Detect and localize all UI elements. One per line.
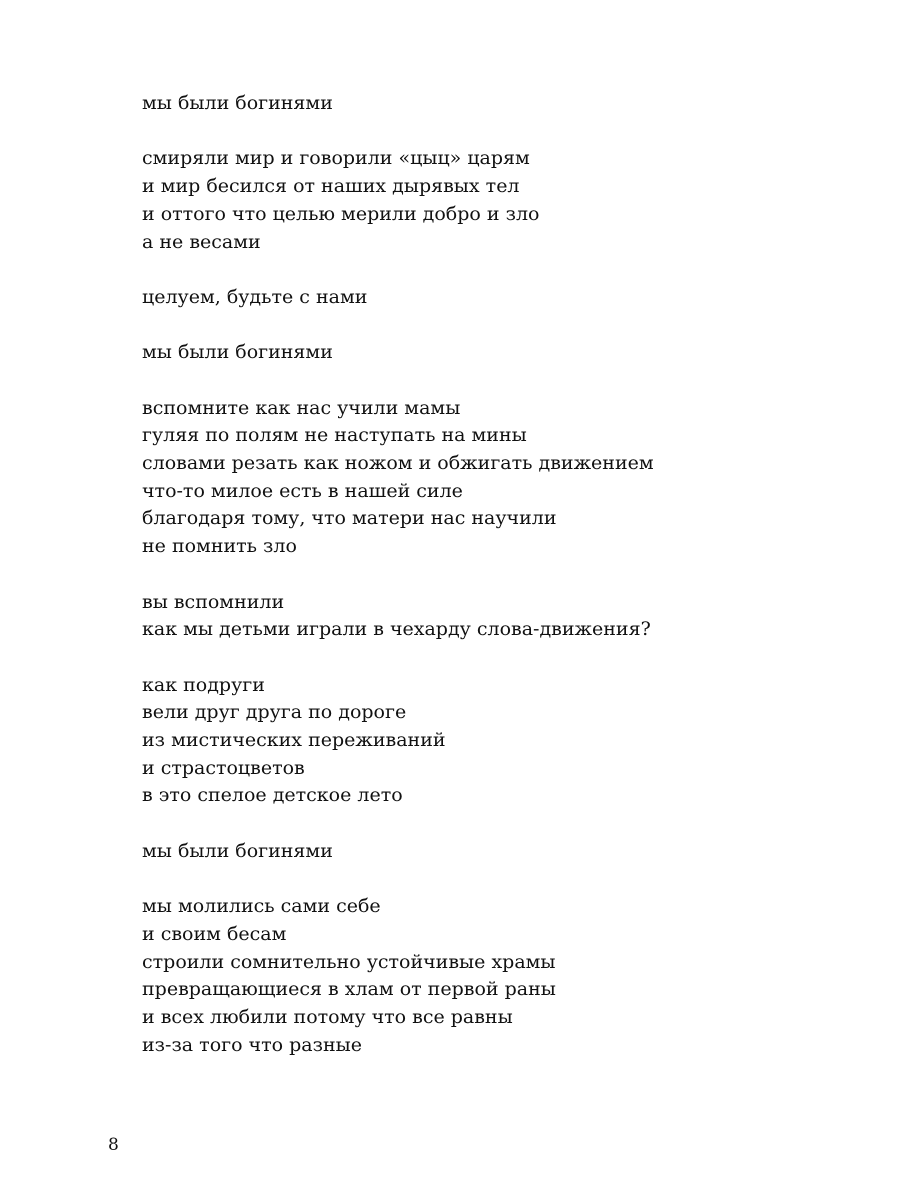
- stanza-6: [142, 589, 842, 644]
- poem-line: как подруги: [142, 673, 265, 696]
- poem-line: из мистических переживаний: [142, 729, 446, 752]
- poem-line: гуляя по полям не наступать на мины: [142, 424, 527, 447]
- stanza-2: [142, 145, 842, 256]
- stanza-3: [142, 284, 842, 312]
- poem-line: и всех любили потому что все равны: [142, 1006, 513, 1029]
- stanza-1: [142, 90, 842, 118]
- poem-line: строили сомнительно устойчивые храмы: [142, 950, 556, 973]
- stanza-7: [142, 672, 842, 811]
- poem-line: благодаря тому, что матери нас научили: [142, 507, 557, 530]
- poem-line: и своим бесам: [142, 922, 287, 945]
- poem-line: мы были богинями: [142, 839, 333, 862]
- poem-line: а не весами: [142, 230, 261, 253]
- poem-line: не помнить зло: [142, 535, 297, 558]
- poem: [142, 90, 842, 1087]
- poem-line: из-за того что разные: [142, 1033, 362, 1056]
- poem-line: и страстоцветов: [142, 756, 305, 779]
- poem-line: и оттого что целью мерили добро и зло: [142, 202, 540, 225]
- poem-line: что-то милое есть в нашей силе: [142, 479, 463, 502]
- poem-line: словами резать как ножом и обжигать движением: [142, 452, 654, 475]
- stanza-8: [142, 838, 842, 866]
- poem-line: как мы детьми играли в чехарду слова-движения?: [142, 618, 651, 641]
- poem-line: целуем, будьте с нами: [142, 285, 368, 308]
- poem-line: мы были богинями: [142, 341, 333, 364]
- stanza-5: [142, 395, 842, 561]
- poem-line: смиряли мир и говорили «цыц» царям: [142, 147, 530, 170]
- poem-line: превращающиеся в хлам от первой раны: [142, 978, 556, 1001]
- poem-line: мы молились сами себе: [142, 895, 381, 918]
- poem-line: в это спелое детское лето: [142, 784, 403, 807]
- poem-line: вспомните как нас учили мамы: [142, 396, 461, 419]
- stanza-4: [142, 339, 842, 367]
- stanza-9: [142, 893, 842, 1059]
- poem-line: вы вспомнили: [142, 590, 285, 613]
- poem-line: и мир бесился от наших дырявых тел: [142, 175, 520, 198]
- page-number: 8: [108, 1135, 119, 1155]
- poem-line: вели друг друга по дороге: [142, 701, 407, 724]
- poem-line: мы были богинями: [142, 92, 333, 114]
